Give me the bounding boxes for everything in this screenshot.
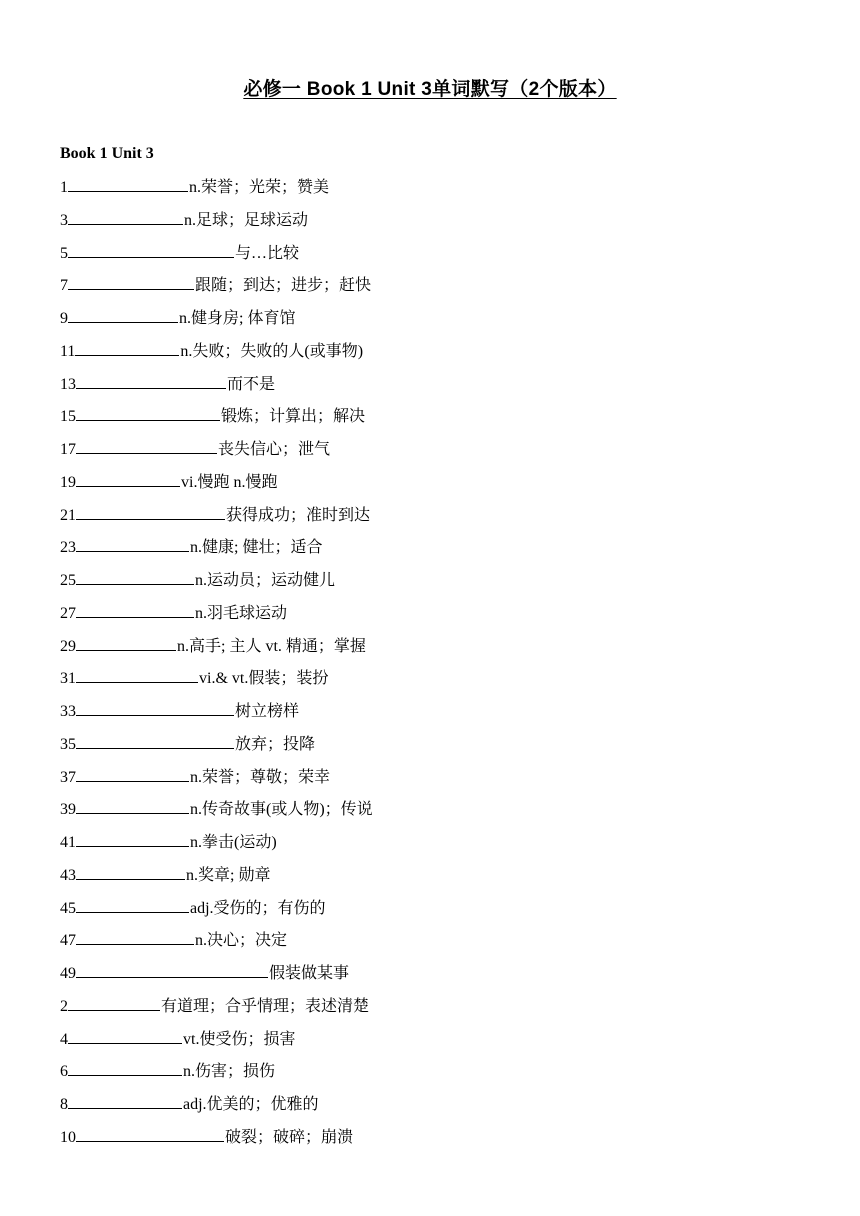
answer-blank[interactable] [68, 208, 183, 225]
item-definition: 放弃；投降 [235, 735, 316, 753]
item-number: 5 [60, 244, 68, 262]
answer-blank[interactable] [68, 1092, 182, 1109]
item-number: 37 [60, 768, 76, 786]
item-number: 31 [60, 670, 76, 688]
item-number: 19 [60, 473, 76, 491]
vocab-item [60, 698, 373, 731]
item-number: 47 [60, 932, 76, 950]
vocab-item [60, 240, 373, 273]
item-number: 49 [60, 965, 76, 982]
item-number: 9 [60, 310, 68, 327]
item-number: 29 [60, 637, 76, 655]
section-heading: Book 1 Unit 3 [60, 145, 154, 162]
answer-blank[interactable] [76, 896, 189, 913]
item-number: 3 [60, 211, 68, 229]
item-definition: n.荣誉；光荣；赞美 [189, 179, 330, 196]
item-number: 39 [60, 801, 76, 819]
vocab-item [60, 338, 373, 371]
item-number: 11 [60, 342, 76, 360]
answer-blank[interactable] [68, 306, 178, 323]
item-number: 25 [60, 572, 76, 589]
answer-blank[interactable] [76, 634, 176, 651]
answer-blank[interactable] [76, 797, 189, 814]
vocab-item [60, 665, 373, 698]
item-definition: 而不是 [227, 375, 276, 393]
answer-blank[interactable] [76, 699, 234, 716]
item-number: 23 [60, 539, 76, 557]
vocab-item [60, 272, 373, 305]
answer-blank[interactable] [76, 830, 189, 847]
answer-blank[interactable] [76, 372, 226, 389]
answer-blank[interactable] [68, 994, 160, 1011]
vocab-item [60, 895, 373, 928]
vocab-item [60, 1091, 373, 1124]
item-definition: n.决心；决定 [195, 932, 288, 950]
answer-blank[interactable] [68, 1059, 182, 1076]
item-definition: n.健康; 健壮；适合 [190, 539, 323, 557]
vocab-item [60, 1058, 373, 1091]
vocab-item [60, 207, 373, 240]
item-definition: vi.& vt.假装；装扮 [199, 670, 329, 688]
vocab-item [60, 1124, 373, 1157]
item-definition: 树立榜样 [235, 703, 300, 720]
item-number: 2 [60, 997, 68, 1015]
item-number: 1 [60, 179, 68, 196]
item-definition: 假装做某事 [269, 965, 350, 982]
item-number: 27 [60, 604, 76, 622]
document-title-wrap [0, 74, 860, 101]
item-number: 43 [60, 866, 76, 884]
answer-blank[interactable] [76, 666, 198, 683]
vocab-item [60, 371, 373, 404]
vocab-item [60, 960, 373, 993]
vocab-list [60, 174, 373, 1157]
answer-blank[interactable] [76, 863, 185, 880]
item-number: 45 [60, 899, 76, 917]
answer-blank[interactable] [68, 241, 234, 258]
item-definition: 破裂；破碎；崩溃 [225, 1128, 354, 1146]
item-definition: 与…比较 [235, 244, 300, 262]
item-definition: vt.使受伤；损害 [183, 1030, 296, 1048]
item-definition: 锻炼；计算出；解决 [221, 408, 366, 426]
item-number: 10 [60, 1128, 76, 1146]
vocab-item [60, 502, 373, 535]
vocab-item [60, 796, 373, 829]
item-number: 35 [60, 735, 76, 753]
item-definition: adj.优美的；优雅的 [183, 1096, 319, 1113]
item-number: 33 [60, 703, 76, 720]
vocab-item [60, 534, 373, 567]
item-definition: n.羽毛球运动 [195, 604, 288, 622]
item-definition: n.健身房; 体育馆 [179, 310, 296, 327]
item-definition: n.荣誉；尊敬；荣幸 [190, 768, 331, 786]
vocab-item [60, 731, 373, 764]
answer-blank[interactable] [76, 1125, 224, 1142]
vocab-item [60, 403, 373, 436]
vocab-item [60, 469, 373, 502]
item-number: 17 [60, 441, 76, 458]
answer-blank[interactable] [76, 765, 189, 782]
item-definition: 丧失信心；泄气 [218, 441, 331, 458]
vocab-item [60, 600, 373, 633]
vocab-item [60, 927, 373, 960]
vocab-item [60, 436, 373, 469]
answer-blank[interactable] [75, 339, 179, 356]
item-definition: n.拳击(运动) [190, 834, 277, 851]
item-definition: 有道理；合乎情理；表述清楚 [161, 997, 370, 1015]
answer-blank[interactable] [76, 568, 194, 585]
item-definition: n.失败；失败的人(或事物) [180, 342, 364, 360]
vocab-item [60, 993, 373, 1026]
item-definition: n.传奇故事(或人物)；传说 [190, 801, 373, 819]
vocab-item [60, 1026, 373, 1059]
item-number: 8 [60, 1096, 68, 1113]
vocab-item [60, 829, 373, 862]
item-definition: n.高手; 主人 vt. 精通；掌握 [177, 637, 366, 655]
item-definition: vi.慢跑 n.慢跑 [181, 473, 278, 491]
vocab-item [60, 174, 373, 207]
vocab-item [60, 305, 373, 338]
item-number: 7 [60, 277, 68, 295]
item-number: 4 [60, 1030, 68, 1048]
item-definition: n.运动员；运动健儿 [195, 572, 336, 589]
answer-blank[interactable] [68, 1027, 182, 1044]
answer-blank[interactable] [76, 732, 234, 749]
item-number: 6 [60, 1063, 68, 1081]
item-number: 21 [60, 506, 76, 524]
item-number: 41 [60, 834, 76, 851]
answer-blank[interactable] [76, 503, 225, 520]
item-number: 15 [60, 408, 76, 426]
vocab-item [60, 633, 373, 666]
answer-blank[interactable] [76, 470, 180, 487]
vocab-item [60, 764, 373, 797]
item-definition: n.奖章; 勋章 [186, 866, 271, 884]
vocab-item [60, 862, 373, 895]
answer-blank[interactable] [76, 535, 189, 552]
answer-blank[interactable] [76, 437, 217, 454]
document-title: 必修一 Book 1 Unit 3单词默写（2个版本） [243, 79, 617, 100]
vocab-item [60, 567, 373, 600]
item-definition: 跟随；到达；进步；赶快 [195, 277, 372, 295]
item-definition: adj.受伤的；有伤的 [190, 899, 326, 917]
answer-blank[interactable] [76, 961, 268, 978]
answer-blank[interactable] [76, 928, 194, 945]
answer-blank[interactable] [68, 175, 188, 192]
item-definition: n.伤害；损伤 [183, 1063, 276, 1081]
answer-blank[interactable] [76, 404, 220, 421]
answer-blank[interactable] [68, 273, 194, 290]
item-number: 13 [60, 375, 76, 393]
answer-blank[interactable] [76, 601, 194, 618]
item-definition: 获得成功；准时到达 [226, 506, 371, 524]
item-definition: n.足球；足球运动 [184, 211, 309, 229]
